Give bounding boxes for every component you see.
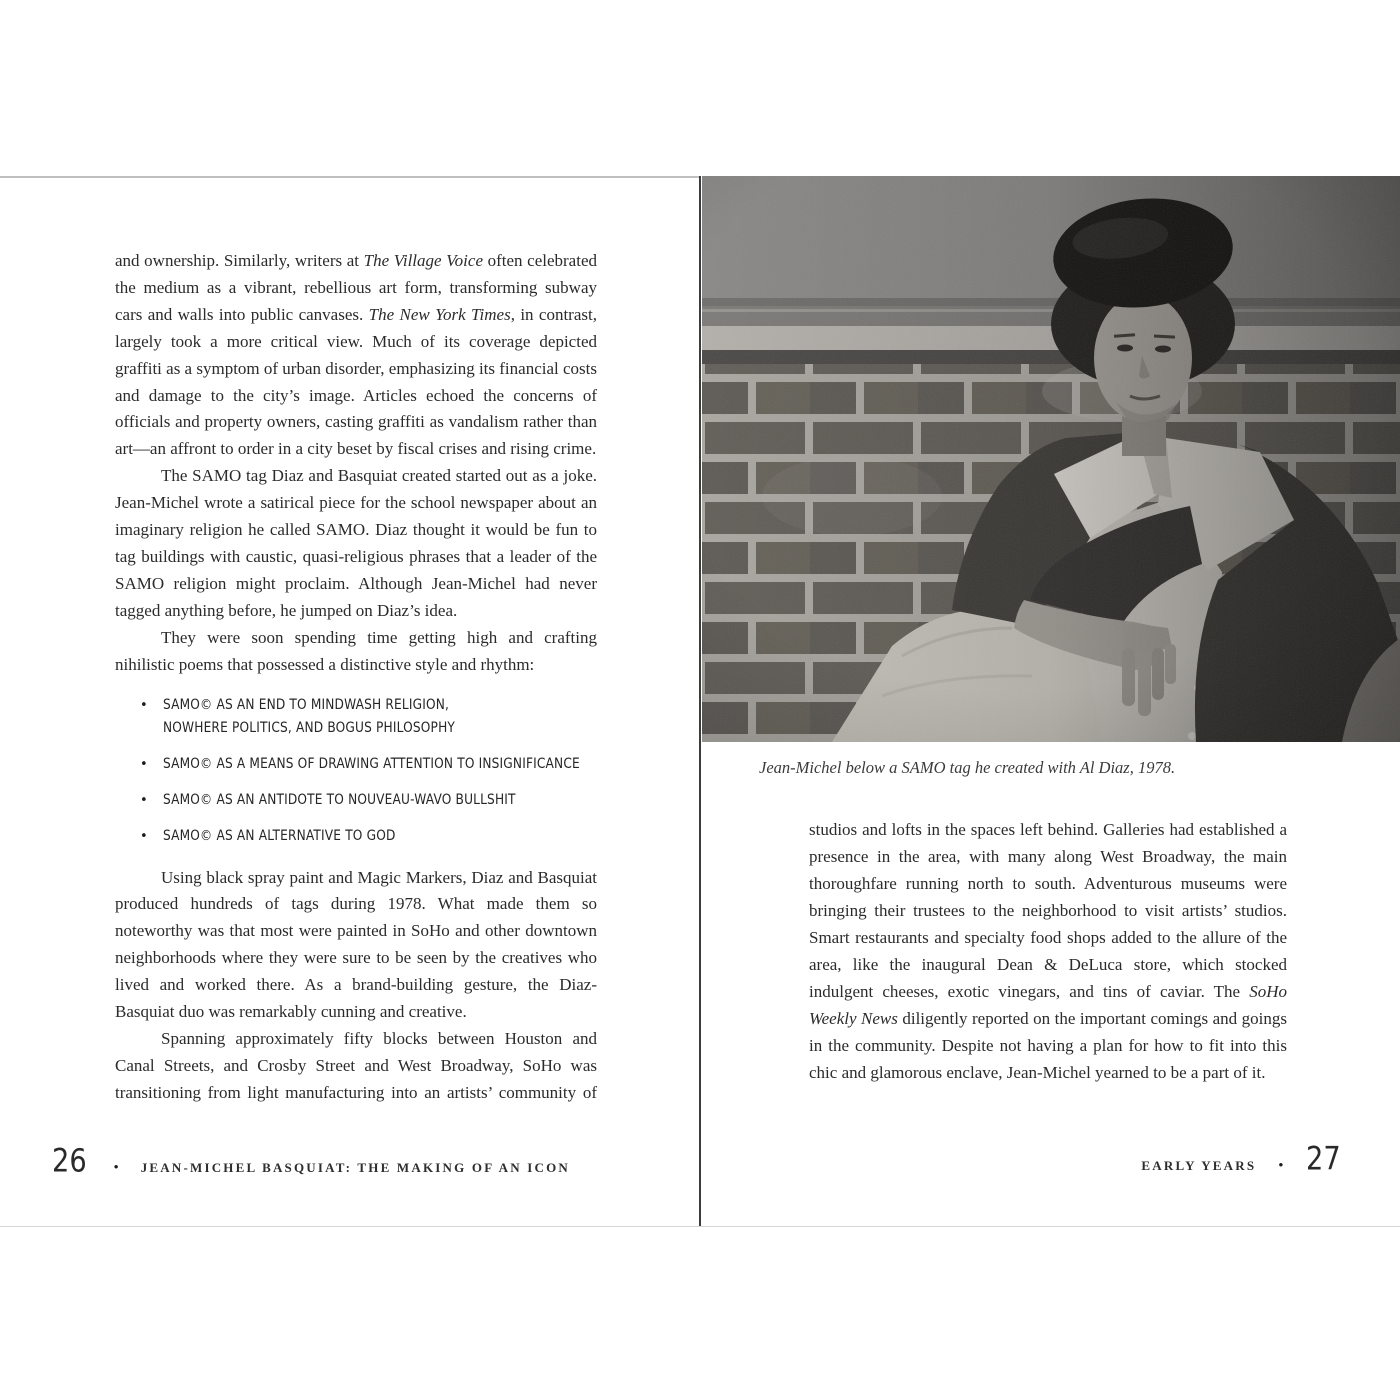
paragraph: They were soon spending time getting high and crafting nihilistic poems that possessed a distinctive style and rhythm:: [115, 627, 597, 674]
page-number-right: 27: [1305, 1140, 1341, 1178]
left-body-top: [115, 248, 597, 679]
left-page: [0, 176, 699, 1226]
samo-list-item: [140, 825, 597, 848]
paragraph: Using black spray paint and Magic Markers, Diaz and Basquiat produced hundreds of tags during 1978. What made them so noteworthy was that most were painted in SoHo and other downtown neighborhoods where they were sure to be seen by the creatives who lived and worked there. As a brand-building gesture, the Diaz-Basquiat duo was remarkably cunning and creative.: [115, 867, 597, 1022]
right-page-footer: [1141, 1142, 1345, 1178]
samo-list-item-text: SAMO© AS AN ANTIDOTE TO NOUVEAU-WAVO BULLSHIT: [163, 791, 516, 808]
footer-bullet-icon: •: [113, 1160, 119, 1176]
paragraph: studios and lofts in the spaces left behind. Galleries had established a presence in the area, with many along West Broadway, the main thoroughfare running north to south. Adventurous museums were bringing their trustees to the neighborhood to visit artists’ studios. Smart restaurants and specialty food shops added to the allure of the area, like the inaugural Dean & DeLuca store, which stocked indulgent cheeses, exotic vinegars, and tins of caviar. The SoHo Weekly News diligently reported on the important comings and goings in the community. Despite not having a plan for how to fit into this chic and glamorous enclave, Jean-Michel yearned to be a part of it.: [809, 820, 1287, 1082]
bullet-icon: •: [140, 828, 148, 844]
samo-list-item-text: SAMO© AS A MEANS OF DRAWING ATTENTION TO INSIGNIFICANCE: [163, 755, 580, 772]
right-page-text-column: [809, 816, 1287, 1086]
paragraph: and ownership. Similarly, writers at The Village Voice often celebrated the medium as a vibrant, rebellious art form, transforming subway cars and walls into public canvases. The New York Times, in contrast, largely took a more critical view. Much of its coverage depicted graffiti as a symptom of urban disorder, emphasizing its financial costs and damage to the city’s image. Articles echoed the concerns of officials and property owners, casting graffiti as vandalism rather than art—an affront to order in a city beset by fiscal crises and rising crime.: [115, 251, 598, 459]
samo-list-item-text: SAMO© AS AN ALTERNATIVE TO GOD: [163, 827, 396, 844]
page-bottom-edge: [0, 1226, 1400, 1227]
photo-caption: Jean-Michel below a SAMO tag he created with Al Diaz, 1978.: [759, 758, 1176, 777]
page-number-left: 26: [52, 1142, 87, 1180]
page-gutter-divider: [699, 176, 701, 1226]
basquiat-photo-illustration: [702, 176, 1400, 742]
bullet-icon: •: [140, 756, 148, 772]
left-page-text-column: [115, 248, 597, 1107]
running-title-chapter: EARLY YEARS: [1141, 1158, 1257, 1173]
paragraph: The SAMO tag Diaz and Basquiat created started out as a joke. Jean-Michel wrote a satirical piece for the school newspaper about an imaginary religion he called SAMO. Diaz thought it would be fun to tag buildings with caustic, quasi-religious phrases that a leader of the SAMO religion might proclaim. Although Jean-Michel had never tagged anything before, he jumped on Diaz’s idea.: [115, 466, 597, 620]
basquiat-photo: [702, 176, 1400, 742]
samo-list-item: [140, 753, 597, 776]
paragraph: Spanning approximately fifty blocks between Houston and Canal Streets, and Crosby Street and West Broadway, SoHo was transitioning from light manufacturing into an artists’ community of: [115, 1028, 597, 1102]
samo-list-item: [140, 789, 597, 812]
samo-tag-list: [140, 694, 597, 848]
film-grain-overlay: [702, 176, 1400, 742]
bullet-icon: •: [140, 697, 148, 713]
bullet-icon: •: [140, 792, 148, 808]
running-title-book: JEAN-MICHEL BASQUIAT: THE MAKING OF AN ICON: [140, 1160, 570, 1175]
samo-list-item: [140, 694, 597, 740]
left-body-bottom: [115, 865, 597, 1107]
samo-list-item-text: SAMO© AS AN END TO MINDWASH RELIGION, NOWHERE POLITICS, AND BOGUS PHILOSOPHY: [163, 696, 456, 736]
right-page: [702, 176, 1400, 1226]
footer-bullet-icon: •: [1278, 1158, 1284, 1174]
left-page-footer: [52, 1144, 570, 1180]
